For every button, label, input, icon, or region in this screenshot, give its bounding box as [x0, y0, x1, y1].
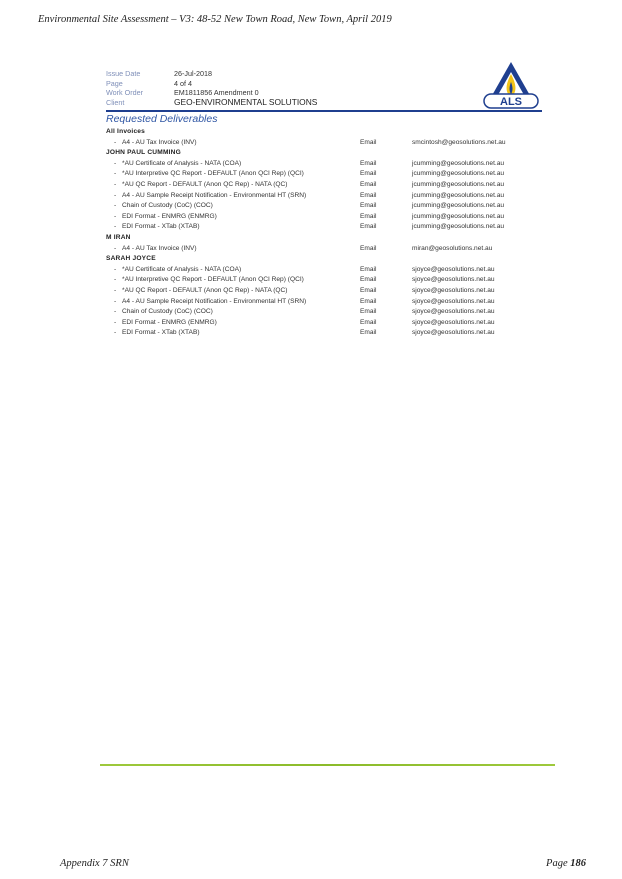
- deliverable-row: [106, 180, 546, 191]
- deliverable-name: [106, 265, 360, 276]
- name-text: *AU Interpretive QC Report - DEFAULT (Anon QCI Rep) (QCI): [122, 276, 304, 284]
- name-text: A4 - AU Tax Invoice (INV): [122, 244, 197, 252]
- bullet-dash: -: [114, 212, 117, 220]
- recipient-email: sjoyce@geosolutions.net.au: [412, 286, 495, 294]
- delivery-method: Email: [360, 202, 377, 210]
- recipient-email: sjoyce@geosolutions.net.au: [412, 329, 495, 337]
- meta-client: [106, 98, 317, 108]
- meta-label: Client: [106, 97, 125, 107]
- recipient-email: smcintosh@geosolutions.net.au: [412, 138, 506, 146]
- delivery-method: Email: [360, 180, 377, 188]
- deliverable-row: [106, 169, 546, 180]
- delivery-method: Email: [360, 191, 377, 199]
- name-text: EDI Format - XTab (XTAB): [122, 223, 200, 231]
- deliverable-name: [106, 212, 360, 223]
- deliverable-name: [106, 297, 360, 308]
- deliverable-row: [106, 328, 546, 339]
- deliverable-name: [106, 191, 360, 202]
- recipient-email: jcumming@geosolutions.net.au: [412, 202, 505, 210]
- als-logo: [482, 60, 540, 110]
- bullet-dash: -: [114, 244, 117, 252]
- deliverable-name: [106, 286, 360, 297]
- recipient-name: [106, 148, 360, 159]
- deliverable-name: [106, 307, 360, 318]
- delivery-method: Email: [360, 329, 377, 337]
- name-text: A4 - AU Tax Invoice (INV): [122, 138, 197, 146]
- bullet-dash: -: [114, 308, 117, 316]
- footer-appendix: Appendix 7 SRN: [60, 858, 129, 869]
- bullet-dash: -: [114, 138, 117, 146]
- deliverable-row: [106, 275, 546, 286]
- recipient-email: sjoyce@geosolutions.net.au: [412, 297, 495, 305]
- page-header: Environmental Site Assessment – V3: 48-52 New Town Road, New Town, April 2019: [38, 14, 392, 25]
- delivery-method: Email: [360, 244, 377, 252]
- deliverable-name: [106, 222, 360, 233]
- deliverable-row: [106, 191, 546, 202]
- report-meta: [106, 69, 317, 107]
- deliverable-row: [106, 307, 546, 318]
- meta-value: EM1811856 Amendment 0: [174, 88, 259, 98]
- header-divider: [106, 110, 542, 112]
- bullet-dash: -: [114, 170, 117, 178]
- delivery-method: Email: [360, 223, 377, 231]
- footer-page-prefix: Page: [546, 858, 568, 869]
- section-title: Requested Deliverables: [106, 113, 218, 125]
- recipient-email: sjoyce@geosolutions.net.au: [412, 318, 495, 326]
- bullet-dash: -: [114, 159, 117, 167]
- meta-value: 26-Jul-2018: [174, 69, 212, 78]
- deliverable-row: [106, 159, 546, 170]
- deliverable-row: [106, 265, 546, 276]
- name-text: *AU QC Report - DEFAULT (Anon QC Rep) - NATA (QC): [122, 286, 288, 294]
- delivery-method: Email: [360, 170, 377, 178]
- footer-page: [546, 858, 586, 869]
- deliverable-row: [106, 244, 546, 255]
- recipient-email: sjoyce@geosolutions.net.au: [412, 276, 495, 284]
- recipient-email: miran@geosolutions.net.au: [412, 244, 493, 252]
- recipient-email: jcumming@geosolutions.net.au: [412, 191, 505, 199]
- name-text: *AU Certificate of Analysis - NATA (COA): [122, 159, 242, 167]
- deliverable-name: [106, 275, 360, 286]
- recipient-email: jcumming@geosolutions.net.au: [412, 180, 505, 188]
- bullet-dash: -: [114, 202, 117, 210]
- bullet-dash: -: [114, 329, 117, 337]
- logo-text: ALS: [500, 96, 522, 108]
- meta-label: Work Order: [106, 88, 144, 98]
- name-text: *AU Interpretive QC Report - DEFAULT (Anon QCI Rep) (QCI): [122, 170, 304, 178]
- recipient-group: [106, 148, 546, 159]
- recipient-email: sjoyce@geosolutions.net.au: [412, 308, 495, 316]
- recipient-email: jcumming@geosolutions.net.au: [412, 212, 505, 220]
- deliverable-name: [106, 201, 360, 212]
- delivery-method: Email: [360, 286, 377, 294]
- delivery-method: Email: [360, 265, 377, 273]
- name-text: Chain of Custody (CoC) (COC): [122, 202, 213, 210]
- recipient-email: jcumming@geosolutions.net.au: [412, 170, 505, 178]
- recipient-group: [106, 127, 546, 138]
- recipient-email: jcumming@geosolutions.net.au: [412, 223, 505, 231]
- deliverable-row: [106, 222, 546, 233]
- name-text: A4 - AU Sample Receipt Notification - Environmental HT (SRN): [122, 297, 307, 305]
- deliverable-name: [106, 180, 360, 191]
- name-text: *AU QC Report - DEFAULT (Anon QC Rep) - NATA (QC): [122, 180, 288, 188]
- recipient-name: [106, 254, 360, 265]
- deliverable-row: [106, 297, 546, 308]
- delivery-method: Email: [360, 159, 377, 167]
- name-text: EDI Format - ENMRG (ENMRG): [122, 212, 217, 220]
- bullet-dash: -: [114, 318, 117, 326]
- bullet-dash: -: [114, 286, 117, 294]
- footer-divider: [100, 764, 555, 766]
- name-text: A4 - AU Sample Receipt Notification - Environmental HT (SRN): [122, 191, 307, 199]
- name-text: SARAH JOYCE: [106, 255, 156, 263]
- flame-triangle-icon: [482, 60, 540, 110]
- deliverable-row: [106, 286, 546, 297]
- name-text: EDI Format - XTab (XTAB): [122, 329, 200, 337]
- deliverable-name: [106, 318, 360, 329]
- name-text: EDI Format - ENMRG (ENMRG): [122, 318, 217, 326]
- delivery-method: Email: [360, 308, 377, 316]
- deliverable-name: [106, 328, 360, 339]
- meta-page: [106, 79, 317, 89]
- recipient-group: [106, 254, 546, 265]
- name-text: *AU Certificate of Analysis - NATA (COA): [122, 265, 242, 273]
- delivery-method: Email: [360, 138, 377, 146]
- deliverable-name: [106, 244, 360, 255]
- name-text: Chain of Custody (CoC) (COC): [122, 308, 213, 316]
- bullet-dash: -: [114, 265, 117, 273]
- deliverables-list: [106, 127, 546, 339]
- bullet-dash: -: [114, 191, 117, 199]
- bullet-dash: -: [114, 223, 117, 231]
- footer-page-number: 186: [570, 858, 586, 869]
- meta-value: 4 of 4: [174, 78, 192, 88]
- meta-issue-date: [106, 69, 317, 79]
- deliverable-row: [106, 318, 546, 329]
- bullet-dash: -: [114, 297, 117, 305]
- delivery-method: Email: [360, 276, 377, 284]
- recipient-group: [106, 233, 546, 244]
- recipient-name: [106, 127, 360, 138]
- deliverable-row: [106, 212, 546, 223]
- meta-value: GEO-ENVIRONMENTAL SOLUTIONS: [174, 96, 318, 107]
- name-text: All Invoices: [106, 128, 146, 135]
- recipient-email: sjoyce@geosolutions.net.au: [412, 265, 495, 273]
- recipient-email: jcumming@geosolutions.net.au: [412, 159, 505, 167]
- name-text: M IRAN: [106, 233, 131, 241]
- meta-label: Page: [106, 78, 123, 88]
- deliverable-name: [106, 138, 360, 149]
- delivery-method: Email: [360, 212, 377, 220]
- meta-label: Issue Date: [106, 69, 141, 78]
- delivery-method: Email: [360, 297, 377, 305]
- deliverable-row: [106, 138, 546, 149]
- deliverable-name: [106, 159, 360, 170]
- deliverable-row: [106, 201, 546, 212]
- deliverable-name: [106, 169, 360, 180]
- recipient-name: [106, 233, 360, 244]
- delivery-method: Email: [360, 318, 377, 326]
- bullet-dash: -: [114, 276, 117, 284]
- name-text: JOHN PAUL CUMMING: [106, 149, 181, 157]
- bullet-dash: -: [114, 180, 117, 188]
